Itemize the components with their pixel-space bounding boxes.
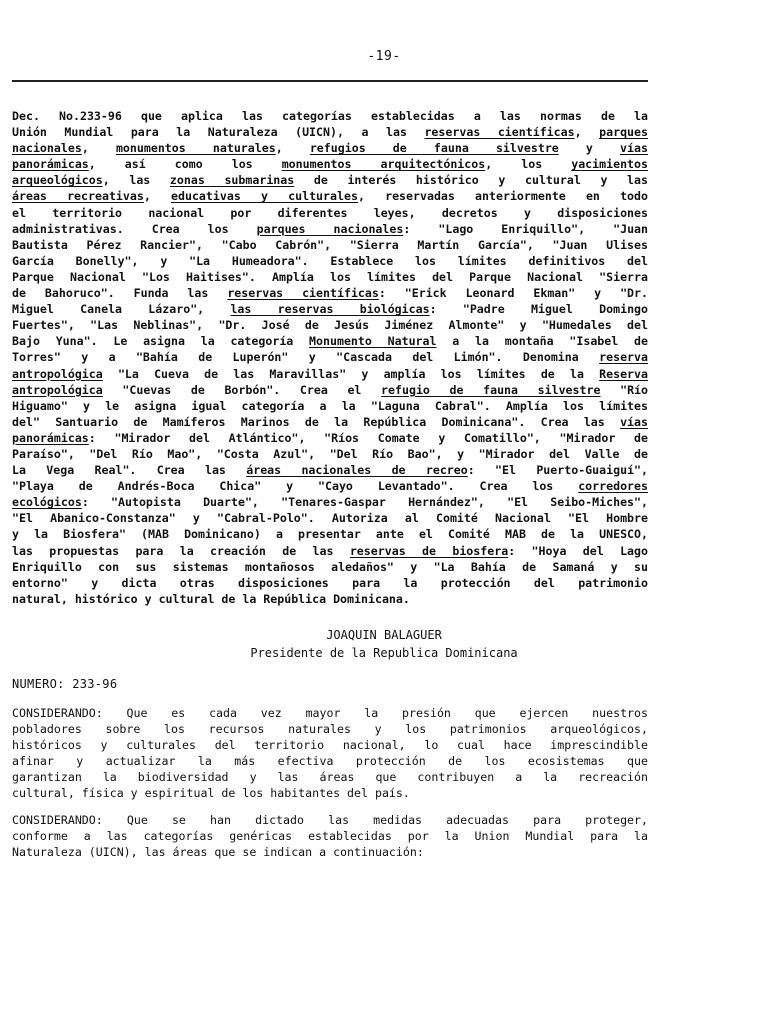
underlined-term: zonas submarinas bbox=[169, 173, 295, 188]
text-segment: García Bonelly", y "La Humeadora". Establece los límites definitivos del bbox=[12, 253, 648, 268]
text-segment: entorno" y dicta otras disposiciones para la protección del patrimonio bbox=[12, 575, 648, 590]
text-line bbox=[12, 812, 648, 828]
text-line bbox=[12, 494, 648, 510]
text-segment: , bbox=[574, 125, 600, 140]
underlined-term: panorámicas bbox=[12, 430, 89, 445]
text-segment: Fuertes", "Las Neblinas", "Dr. José de Jesús Jiménez Almonte" y "Humedales del bbox=[12, 318, 648, 333]
text-segment: administrativas. Crea los bbox=[12, 221, 257, 236]
text-segment: La Vega Real". Crea las bbox=[12, 463, 247, 478]
text-line bbox=[12, 478, 648, 494]
text-segment: , las bbox=[102, 173, 170, 188]
text-segment: : "Padre Miguel Domingo bbox=[429, 302, 649, 317]
underlined-term: panorámicas bbox=[12, 157, 89, 172]
signatory-name: JOAQUIN BALAGUER bbox=[326, 628, 442, 642]
text-segment: afinar y actualizar la más efectiva protección de los ecosistemas que bbox=[12, 754, 648, 769]
text-line bbox=[12, 769, 648, 785]
text-segment: garantizan la biodiversidad y las áreas que contribuyen a la recreación bbox=[12, 770, 648, 785]
page-number: -19- bbox=[367, 49, 401, 64]
underlined-term: áreas recreativas bbox=[12, 189, 144, 204]
text-line bbox=[12, 828, 648, 844]
text-segment: conforme a las categorías genéricas establecidas por la Union Mundial para la bbox=[12, 829, 648, 844]
underlined-term: reservas científicas bbox=[227, 286, 379, 301]
header-rule bbox=[12, 80, 648, 82]
text-segment: y la Biosfera" (MAB Dominicano) a presentar ante el Comité MAB de la UNESCO, bbox=[12, 527, 648, 542]
underlined-term: antropológica bbox=[12, 366, 103, 381]
text-line bbox=[12, 317, 648, 333]
signatory-title: Presidente de la Republica Dominicana bbox=[250, 646, 518, 660]
underlined-term: vías bbox=[620, 414, 648, 429]
text-segment: del" Santuario de Mamíferos Marinos de la República Dominicana". Crea las bbox=[12, 414, 621, 429]
decree-summary-paragraph bbox=[12, 108, 648, 607]
text-segment: de interés histórico y cultural y las bbox=[294, 173, 648, 188]
text-line bbox=[12, 398, 648, 414]
text-line bbox=[12, 446, 648, 462]
text-segment: : "Autopista Duarte", "Tenares-Gaspar Hernández", "El Seibo-Miches", bbox=[81, 495, 648, 510]
text-segment: Paraíso", "Del Río Mao", "Costa Azul", "Del Río Bao", y "Mirador del Valle de bbox=[12, 446, 648, 461]
text-line bbox=[12, 430, 648, 446]
text-line bbox=[12, 526, 648, 542]
text-line bbox=[12, 785, 648, 801]
text-segment: , bbox=[81, 141, 116, 156]
text-line bbox=[12, 140, 648, 156]
text-segment: CONSIDERANDO: Que es cada vez mayor la presión que ejercen nuestros bbox=[12, 706, 648, 720]
text-segment: : "El Puerto-Guaiguí", bbox=[467, 463, 648, 478]
underlined-term: Reserva bbox=[599, 366, 648, 381]
underlined-term: yacimientos bbox=[571, 157, 648, 172]
text-line bbox=[12, 510, 648, 526]
underlined-term: parques nacionales bbox=[256, 221, 404, 236]
text-segment: , reservadas anteriormente en todo bbox=[357, 189, 649, 204]
text-segment: : "Mirador del Atlántico", "Ríos Comate y Comatillo", "Mirador de bbox=[88, 430, 648, 445]
text-line bbox=[12, 591, 648, 607]
text-line bbox=[12, 753, 648, 769]
text-line bbox=[12, 156, 648, 172]
underlined-term: áreas nacionales de recreo bbox=[246, 463, 468, 478]
decree-number: NUMERO: 233-96 bbox=[12, 677, 118, 691]
underlined-term: las reservas biológicas bbox=[230, 302, 430, 317]
text-segment: Dec. No.233-96 que aplica las categorías establecidas a las normas de la bbox=[12, 109, 648, 123]
text-line bbox=[12, 221, 648, 237]
text-segment: históricos y culturales del territorio nacional, lo cual hace imprescindible bbox=[12, 738, 648, 753]
text-line bbox=[12, 737, 648, 753]
text-segment: : "Erick Leonard Ekman" y "Dr. bbox=[378, 286, 648, 301]
text-segment: Bautista Pérez Rancier", "Cabo Cabrón", "Sierra Martín García", "Juan Ulises bbox=[12, 237, 648, 252]
text-segment: natural, histórico y cultural de la República Dominicana. bbox=[12, 591, 410, 606]
text-segment: : "Hoya del Lago bbox=[508, 543, 648, 558]
text-segment: Enriquillo con sus sistemas montañosos aledaños" y "La Bahía de Samaná y su bbox=[12, 559, 648, 574]
text-segment: "Cuevas de Borbón". Crea el bbox=[102, 382, 382, 397]
text-segment: Bajo Yuna". Le asigna la categoría bbox=[12, 334, 310, 349]
underlined-term: refugio de fauna silvestre bbox=[381, 382, 601, 397]
underlined-term: reserva bbox=[599, 350, 648, 365]
text-line bbox=[12, 366, 648, 382]
text-line bbox=[12, 237, 648, 253]
underlined-term: monumentos arquitectónicos bbox=[281, 157, 486, 172]
text-segment: Unión Mundial para la Naturaleza (UICN), a las bbox=[12, 125, 425, 140]
text-line bbox=[12, 188, 648, 204]
text-line bbox=[12, 333, 648, 349]
text-segment: a la montaña "Isabel de bbox=[436, 334, 648, 349]
text-line bbox=[12, 543, 648, 559]
text-segment: : "Lago Enriquillo", "Juan bbox=[403, 221, 649, 236]
underlined-term: arqueológicos bbox=[12, 173, 103, 188]
text-line bbox=[12, 382, 648, 398]
text-line bbox=[12, 575, 648, 591]
underlined-term: reservas científicas bbox=[424, 125, 575, 140]
text-segment: CONSIDERANDO: Que se han dictado las medidas adecuadas para proteger, bbox=[12, 813, 648, 827]
text-segment: Higuamo" y le asigna igual categoría a la "Laguna Cabral". Amplía los límites bbox=[12, 398, 648, 413]
underlined-term: monumentos naturales bbox=[115, 141, 276, 156]
underlined-term: corredores bbox=[578, 479, 648, 494]
underlined-term: parques bbox=[599, 125, 648, 140]
text-segment: Miguel Canela Lázaro", bbox=[12, 302, 231, 317]
text-line bbox=[12, 705, 648, 721]
underlined-term: nacionales bbox=[12, 141, 82, 156]
text-segment: "Playa de Andrés-Boca Chica" y "Cayo Levantado". Crea los bbox=[12, 479, 579, 494]
text-line bbox=[12, 349, 648, 365]
text-segment: , bbox=[275, 141, 310, 156]
text-line bbox=[12, 269, 648, 285]
text-segment: de Bahoruco". Funda las bbox=[12, 286, 228, 301]
text-segment: Parque Nacional "Los Haitises". Amplía los límites del Parque Nacional "Sierra bbox=[12, 269, 648, 284]
text-segment: el territorio nacional por diferentes leyes, decretos y disposiciones bbox=[12, 205, 648, 220]
text-line bbox=[12, 721, 648, 737]
text-line bbox=[12, 172, 648, 188]
text-segment: pobladores sobre los recursos naturales y los patrimonios arqueológicos, bbox=[12, 722, 648, 737]
text-line bbox=[12, 108, 648, 124]
text-segment: "La Cueva de las Maravillas" y amplía los límites de la bbox=[102, 366, 600, 381]
underlined-term: Monumento Natural bbox=[309, 334, 437, 349]
underlined-term: educativas y culturales bbox=[171, 189, 358, 204]
underlined-term: refugios de fauna silvestre bbox=[309, 141, 559, 156]
text-segment: "El Abanico-Constanza" y "Cabral-Polo". Autoriza al Comité Nacional "El Hombre bbox=[12, 511, 648, 526]
text-line bbox=[12, 414, 648, 430]
text-line bbox=[12, 253, 648, 269]
text-segment: las propuestas para la creación de las bbox=[12, 543, 350, 558]
text-segment: cultural, física y espiritual de los habitantes del país. bbox=[12, 786, 410, 801]
considerando-paragraph-2 bbox=[12, 812, 648, 860]
text-segment: , bbox=[143, 189, 172, 204]
underlined-term: vías bbox=[620, 141, 648, 156]
underlined-term: antropológica bbox=[12, 382, 103, 397]
text-line bbox=[12, 124, 648, 140]
text-line bbox=[12, 205, 648, 221]
considerando-paragraph-1 bbox=[12, 705, 648, 802]
text-line bbox=[12, 285, 648, 301]
text-segment: Torres" y a "Bahía de Luperón" y "Cascada del Limón". Denomina bbox=[12, 350, 600, 365]
underlined-term: ecológicos bbox=[12, 495, 82, 510]
underlined-term: reservas de biosfera bbox=[349, 543, 509, 558]
text-segment: "Río bbox=[600, 382, 649, 397]
text-segment: , los bbox=[485, 157, 572, 172]
text-line bbox=[12, 462, 648, 478]
text-segment: , así como los bbox=[88, 157, 282, 172]
text-line bbox=[12, 559, 648, 575]
text-segment: Naturaleza (UICN), las áreas que se indican a continuación: bbox=[12, 845, 424, 860]
text-line bbox=[12, 301, 648, 317]
text-line bbox=[12, 844, 648, 860]
text-segment: y bbox=[558, 141, 621, 156]
